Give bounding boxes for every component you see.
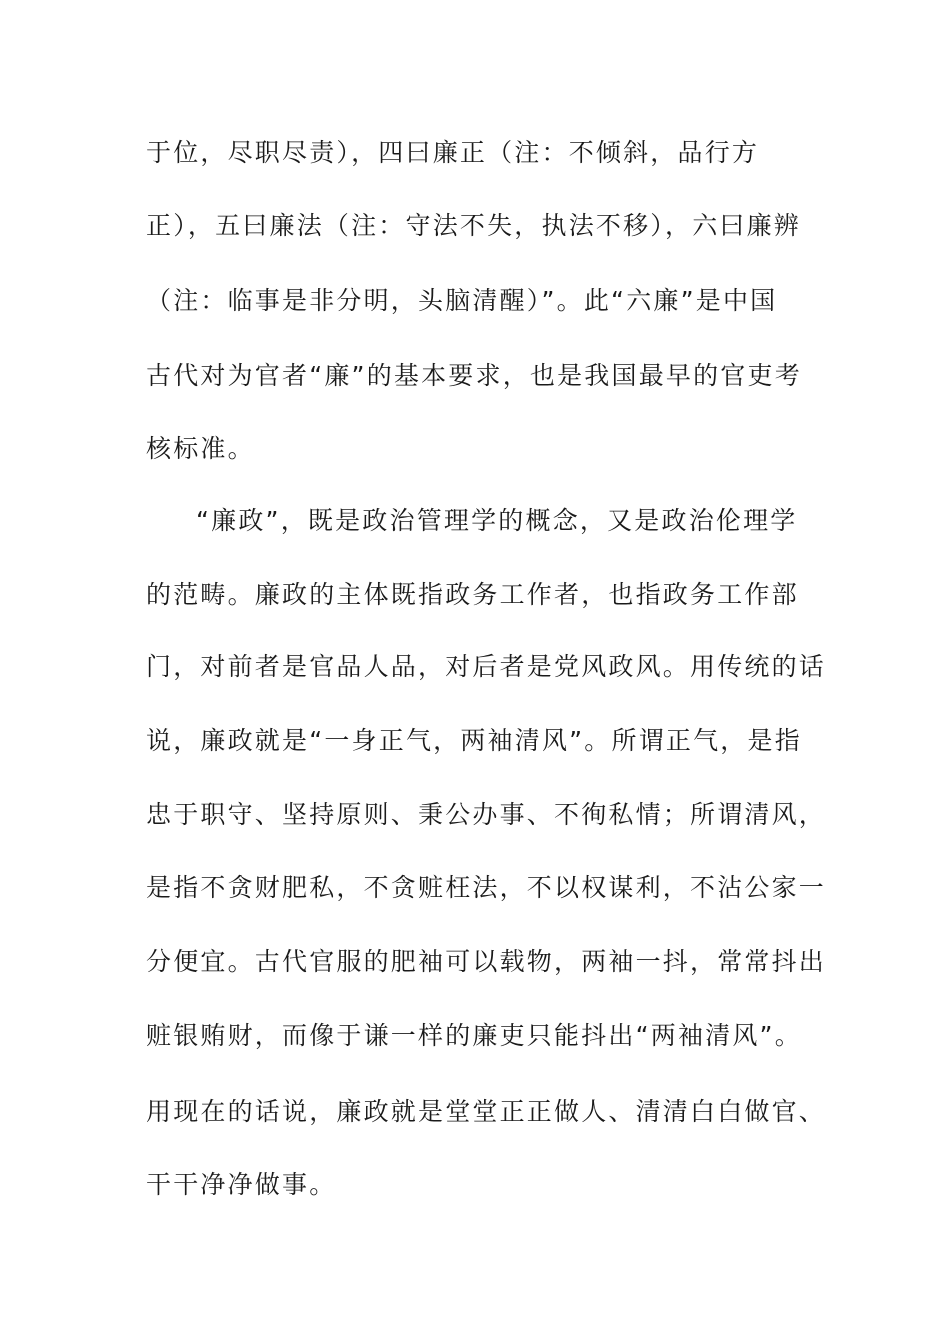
text-line: 分便宜。古代官服的肥袖可以载物，两袖一抖，常常抖出 bbox=[146, 947, 827, 976]
text-line: 干干净净做事。 bbox=[146, 1170, 337, 1199]
text-line: 是指不贪财肥私，不贪赃枉法，不以权谋利，不沾公家一 bbox=[146, 873, 827, 902]
text-line: 古代对为官者“廉”的基本要求，也是我国最早的官吏考 bbox=[146, 361, 802, 390]
text-line: 于位，尽职尽责），四曰廉正（注：不倾斜，品行方 bbox=[146, 138, 760, 167]
text-line: 正），五曰廉法（注：守法不失，执法不移），六曰廉辨 bbox=[146, 211, 802, 240]
text-line: 赃银贿财，而像于谦一样的廉吏只能抖出“两袖清风”。 bbox=[146, 1021, 802, 1050]
text-line: （注：临事是非分明，头脑清醒）”。此“六廉”是中国 bbox=[146, 286, 778, 315]
text-line: 门，对前者是官品人品，对后者是党风政风。用传统的话 bbox=[146, 652, 827, 681]
text-line: 核标准。 bbox=[146, 434, 255, 463]
text-line: 用现在的话说，廉政就是堂堂正正做人、清清白白做官、 bbox=[146, 1097, 827, 1126]
text-line: 的范畴。廉政的主体既指政务工作者，也指政务工作部 bbox=[146, 580, 799, 609]
paragraph-first-line: “廉政”，既是政治管理学的概念，又是政治伦理学 bbox=[196, 506, 798, 535]
text-line: 忠于职守、坚持原则、秉公办事、不徇私情；所谓清风， bbox=[146, 800, 827, 829]
text-line: 说，廉政就是“一身正气，两袖清风”。所谓正气，是指 bbox=[146, 726, 802, 755]
